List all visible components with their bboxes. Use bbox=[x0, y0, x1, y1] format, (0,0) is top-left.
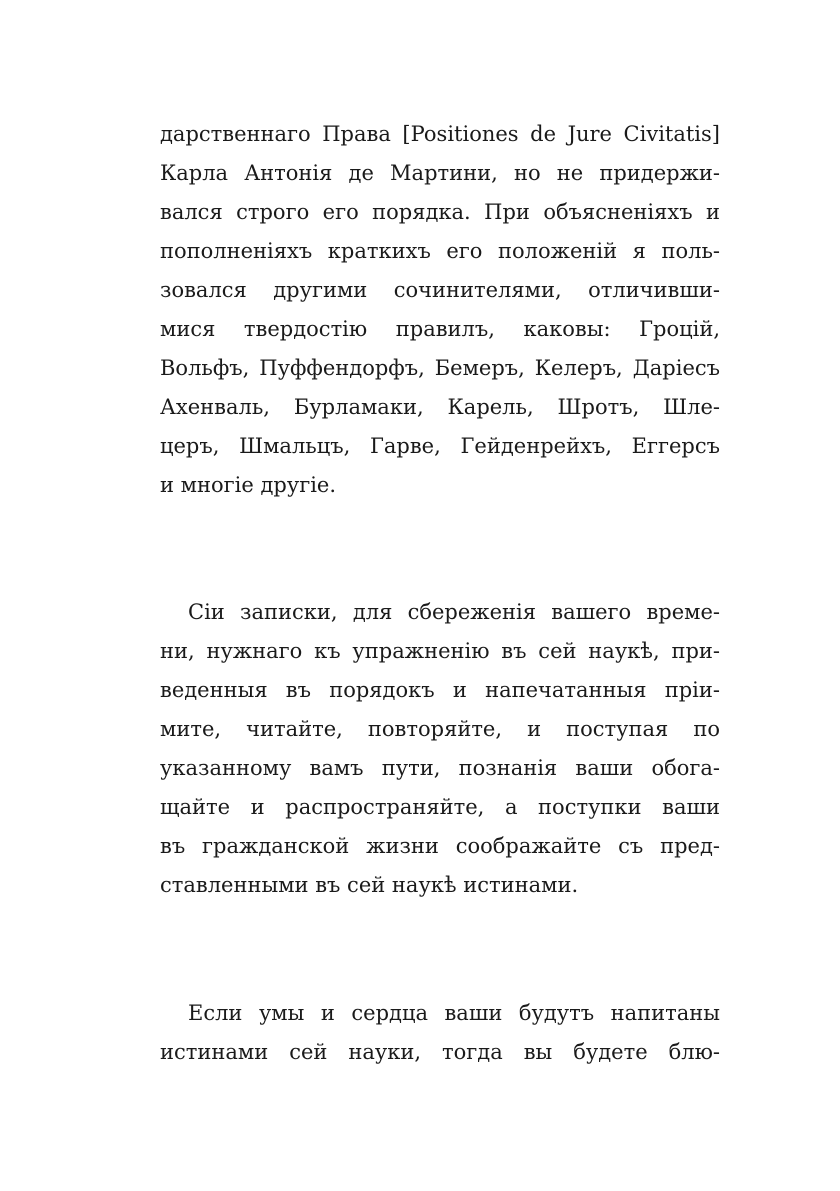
text-line: щайте и распространяйте, а поступки ваши bbox=[160, 795, 720, 819]
text-line: указанному вамъ пути, познанія ваши обога- bbox=[160, 756, 720, 780]
text-line: пополненіяхъ краткихъ его положеній я поль- bbox=[160, 239, 720, 263]
text-line: мися твердостію правилъ, каковы: Гроцій, bbox=[160, 317, 720, 341]
text-line: въ гражданской жизни соображайте съ пред- bbox=[160, 834, 720, 858]
text-line: вался строго его порядка. При объясненіяхъ и bbox=[160, 200, 720, 224]
text-line: мите, читайте, повторяйте, и поступая по bbox=[160, 717, 720, 741]
text-line: Вольфъ, Пуффендорфъ, Бемеръ, Келеръ, Даріесъ bbox=[160, 356, 720, 380]
text-line: Сіи записки, для сбереженія вашего време- bbox=[188, 600, 720, 624]
text-line: церъ, Шмальцъ, Гарве, Гейденрейхъ, Еггерсъ bbox=[160, 434, 720, 458]
text-line: ставленными въ сей наукѣ истинами. bbox=[160, 873, 579, 897]
text-line: истинами сей науки, тогда вы будете блю- bbox=[160, 1040, 720, 1064]
text-line: Если умы и сердца ваши будутъ напитаны bbox=[188, 1001, 720, 1025]
text-line: зовался другими сочинителями, отличивши- bbox=[160, 278, 720, 302]
text-line: и многіе другіе. bbox=[160, 473, 337, 497]
text-line: Ахенваль, Бурламаки, Карель, Шротъ, Шле- bbox=[160, 395, 720, 419]
text-line: Карла Антонія де Мартини, но не придержи- bbox=[160, 161, 720, 185]
text-line: ни, нужнаго къ упражненію въ сей наукѣ, при- bbox=[160, 639, 720, 663]
paragraph-1 bbox=[160, 115, 720, 505]
text-line: веденныя въ порядокъ и напечатанныя пріи- bbox=[160, 678, 720, 702]
paragraph-2 bbox=[160, 593, 720, 905]
text-line: дарственнаго Права [Positiones de Jure Civitatis] bbox=[160, 122, 720, 146]
paragraph-3 bbox=[160, 994, 720, 1072]
